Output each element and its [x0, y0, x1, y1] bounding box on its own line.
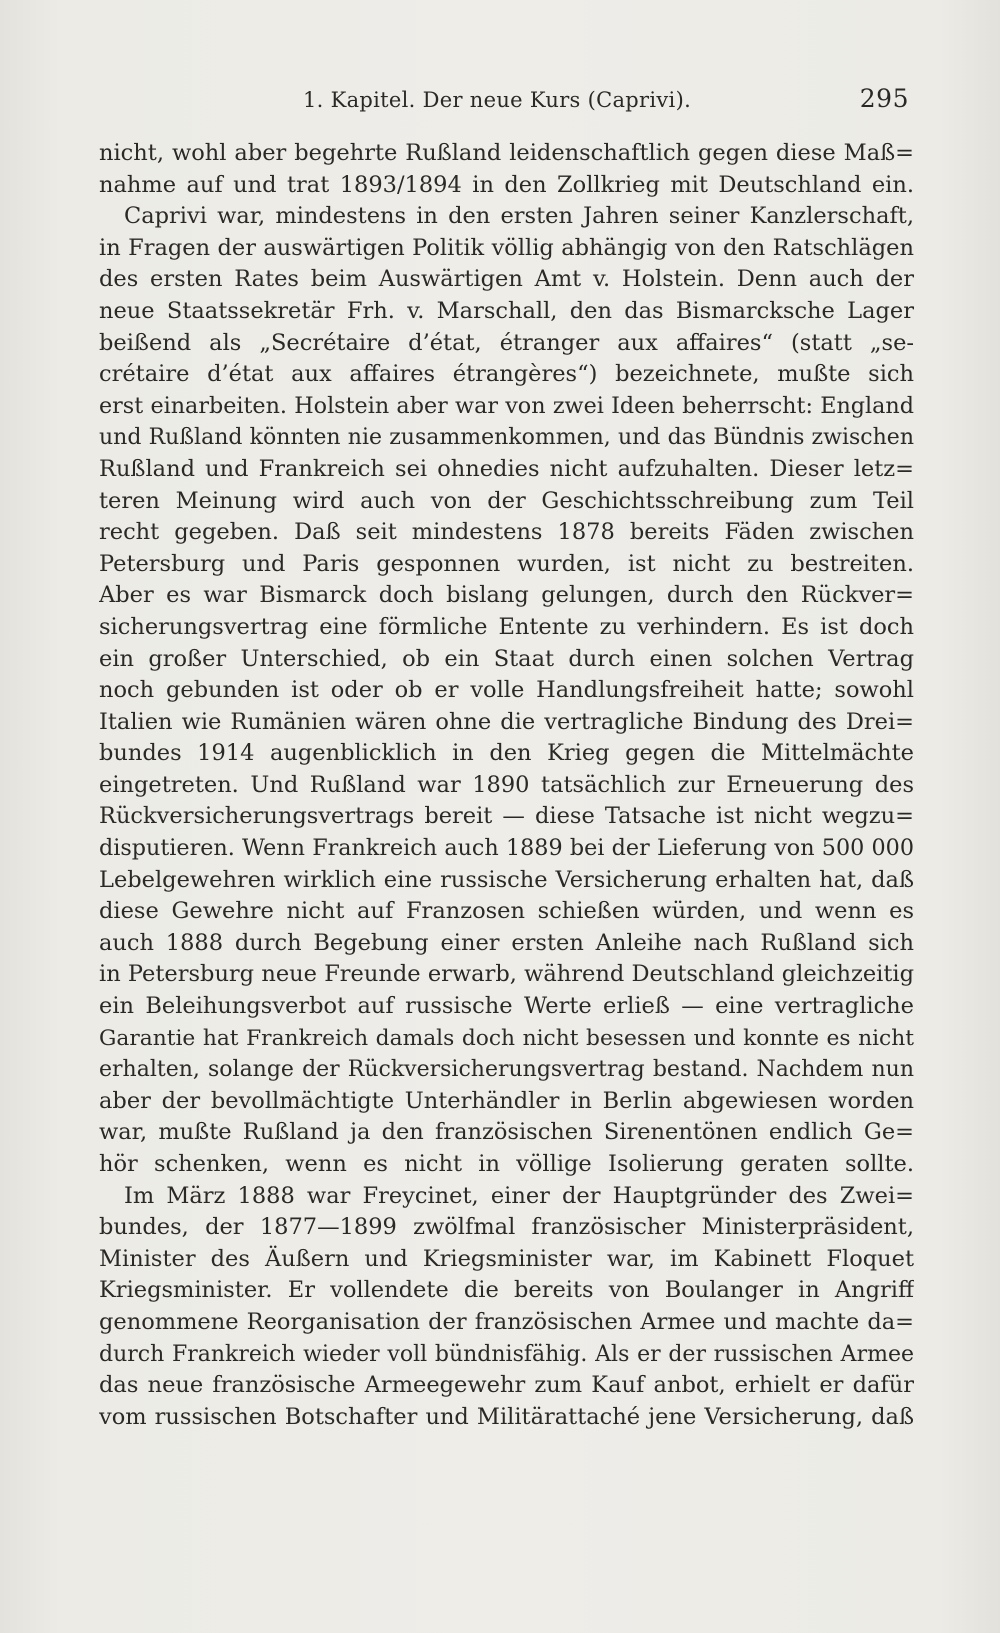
text-line: Garantie hat Frankreich damals doch nicht besessen und konnte es nicht — [99, 1025, 914, 1051]
page-header — [100, 82, 912, 122]
text-line: Aber es war Bismarck doch bislang gelungen, durch den Rückver= — [99, 582, 914, 609]
text-line: erhalten, solange der Rückversicherungsvertrag bestand. Nachdem nun — [99, 1057, 914, 1083]
text-line: neue Staatssekretär Frh. v. Marschall, den das Bismarcksche Lager — [99, 297, 914, 324]
text-line: diese Gewehre nicht auf Franzosen schießen würden, und wenn es — [99, 898, 914, 925]
text-line: war, mußte Rußland ja den französischen Sirenentönen endlich Ge= — [99, 1119, 914, 1146]
text-line: auch 1888 durch Begebung einer ersten Anleihe nach Rußland sich — [99, 929, 914, 956]
text-line: beißend als „Secrétaire d’état, étranger aux affaires“ (statt „se- — [99, 329, 914, 356]
text-line: genommene Reorganisation der französischen Armee und machte da= — [99, 1308, 914, 1335]
running-head: 1. Kapitel. Der neue Kurs (Caprivi). — [303, 88, 692, 112]
text-line: nicht, wohl aber begehrte Rußland leidenschaftlich gegen diese Maß= — [99, 140, 914, 166]
text-line: in Petersburg neue Freunde erwarb, während Deutschland gleichzeitig — [99, 961, 914, 988]
text-line: das neue französische Armeegewehr zum Kauf anbot, erhielt er dafür — [99, 1372, 914, 1399]
text-line: Rußland und Frankreich sei ohnedies nicht aufzuhalten. Dieser letz= — [99, 455, 914, 482]
text-line: nahme auf und trat 1893/1894 in den Zollkrieg mit Deutschland ein. — [99, 171, 914, 198]
text-line: sicherungsvertrag eine förmliche Entente zu verhindern. Es ist doch — [99, 613, 914, 640]
text-line: Italien wie Rumänien wären ohne die vertragliche Bindung des Drei= — [99, 708, 914, 735]
text-line: durch Frankreich wieder voll bündnisfähig. Als er der russischen Armee — [99, 1341, 914, 1367]
text-line: in Fragen der auswärtigen Politik völlig abhängig von den Ratschlägen — [99, 234, 914, 261]
text-line: des ersten Rates beim Auswärtigen Amt v. Holstein. Denn auch der — [99, 266, 914, 293]
text-line: bundes 1914 augenblicklich in den Krieg gegen die Mittelmächte — [99, 740, 914, 767]
text-line: und Rußland könnten nie zusammenkommen, und das Bündnis zwischen — [99, 425, 914, 451]
page-number: 295 — [859, 84, 909, 113]
body-text — [99, 138, 914, 1433]
text-line: eingetreten. Und Rußland war 1890 tatsächlich zur Erneuerung des — [99, 771, 914, 798]
text-line: Petersburg und Paris gesponnen wurden, ist nicht zu bestreiten. — [99, 550, 914, 577]
text-line: Kriegsminister. Er vollendete die bereits von Boulanger in Angriff — [99, 1277, 914, 1304]
paragraph-start-line: Caprivi war, mindestens in den ersten Jahren seiner Kanzlerschaft, — [124, 203, 914, 230]
text-line: Rückversicherungsvertrags bereit — diese Tatsache ist nicht wegzu= — [99, 803, 914, 830]
text-line: hör schenken, wenn es nicht in völlige Isolierung geraten sollte. — [99, 1151, 914, 1177]
text-line: bundes, der 1877—1899 zwölfmal französischer Ministerpräsident, — [99, 1214, 914, 1241]
text-line: ein großer Unterschied, ob ein Staat durch einen solchen Vertrag — [99, 645, 914, 672]
text-line: ein Beleihungsverbot auf russische Werte erließ — eine vertragliche — [99, 993, 914, 1020]
text-line: teren Meinung wird auch von der Geschichtsschreibung zum Teil — [99, 487, 914, 514]
text-line: crétaire d’état aux affaires étrangères“) bezeichnete, mußte sich — [99, 361, 914, 388]
text-line: aber der bevollmächtigte Unterhändler in Berlin abgewiesen worden — [99, 1087, 914, 1114]
text-line: noch gebunden ist oder ob er volle Handlungsfreiheit hatte; sowohl — [99, 677, 914, 704]
text-line: erst einarbeiten. Holstein aber war von zwei Ideen beherrscht: England — [99, 392, 914, 419]
text-line: vom russischen Botschafter und Militärattaché jene Versicherung, daß — [99, 1403, 914, 1430]
text-line: disputieren. Wenn Frankreich auch 1889 bei der Lieferung von 500 000 — [99, 835, 914, 862]
text-line: recht gegeben. Daß seit mindestens 1878 bereits Fäden zwischen — [99, 519, 914, 546]
text-line: Minister des Äußern und Kriegsminister war, im Kabinett Floquet — [99, 1245, 914, 1272]
text-line: Lebelgewehren wirklich eine russische Versicherung erhalten hat, daß — [99, 866, 914, 893]
paragraph-start-line: Im März 1888 war Freycinet, einer der Hauptgründer des Zwei= — [124, 1182, 914, 1209]
